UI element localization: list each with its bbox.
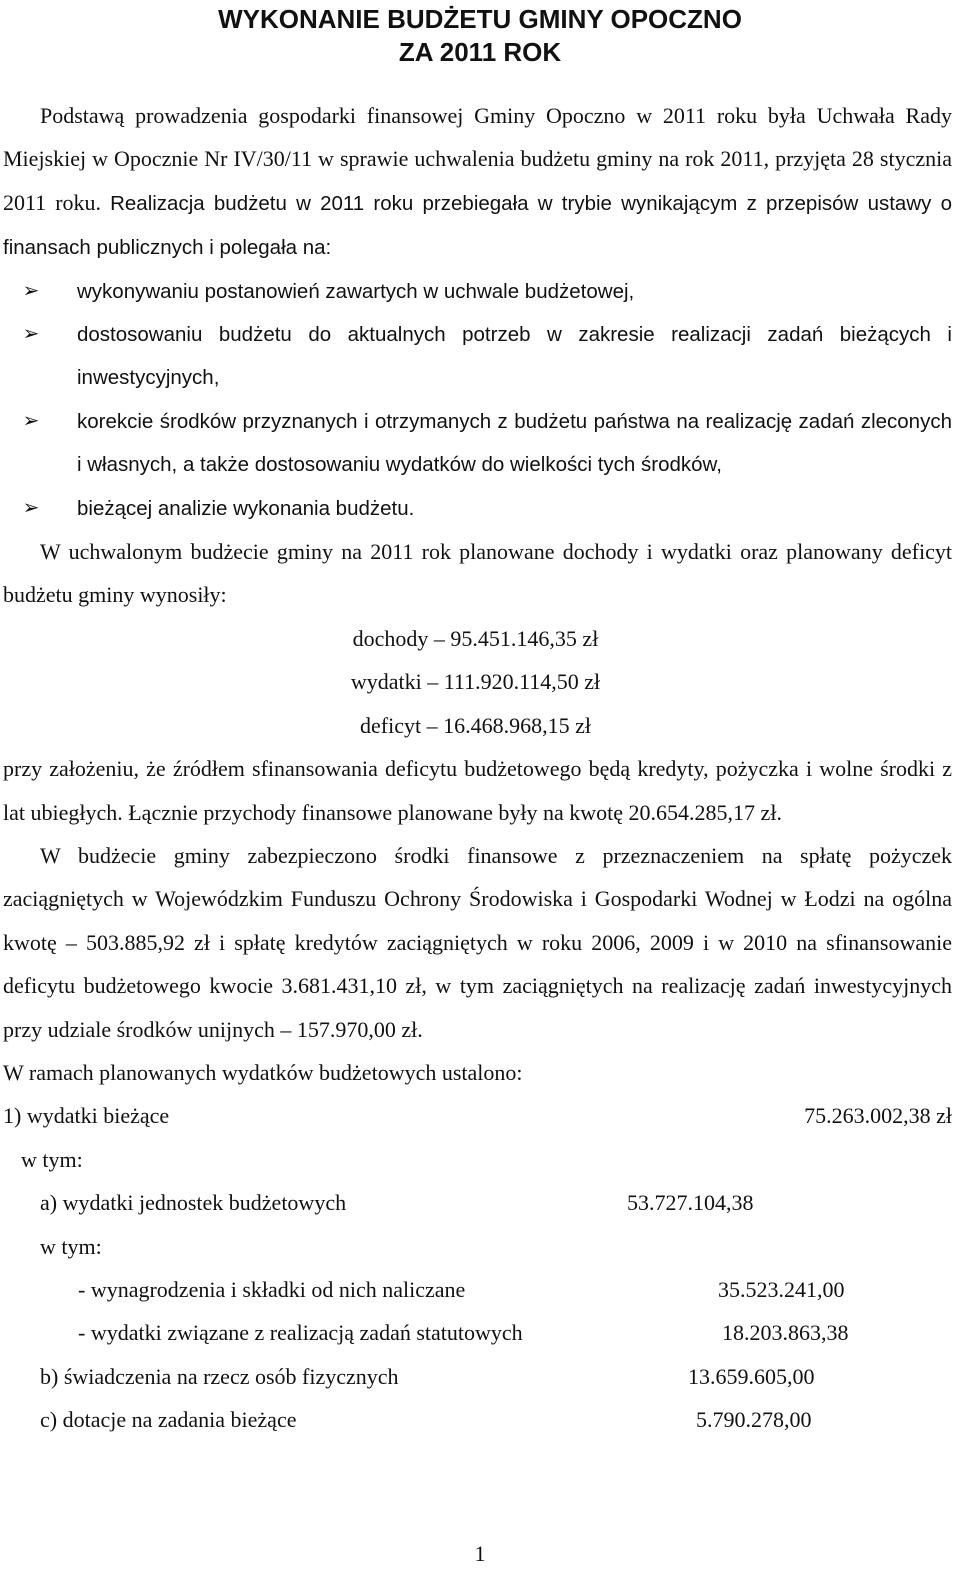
document-title — [0, 0, 960, 69]
list-item-text: korekcie środków przyznanych i otrzymanych z budżetu państwa na realizację zadań zleconych i własnych, a także dostosowaniu wydatków do wielkości tych środków, — [77, 409, 952, 477]
deficit-financing-paragraph: przy założeniu, że źródłem sfinansowania deficytu budżetowego będą kredyty, pożyczka i wolne środki z lat ubiegłych. Łącznie przychody finansowe planowane były na kwotę 20.654.285,17 zł. — [3, 756, 952, 825]
expense-row-a1 — [3, 1268, 952, 1311]
expense-label: - wynagrodzenia i składki od nich naliczane — [78, 1276, 466, 1302]
expense-label: - wydatki związane z realizacją zadań statutowych — [78, 1320, 523, 1346]
list-item-text: wykonywaniu postanowień zawartych w uchwale budżetowej, — [77, 279, 635, 303]
list-item — [22, 487, 952, 530]
arrow-bullet-icon: ➢ — [22, 279, 40, 302]
document-body — [3, 94, 952, 1441]
expense-value: 75.263.002,38 zł — [804, 1103, 952, 1129]
page-number: 1 — [474, 1541, 486, 1566]
intro-part-2: Realizacja budżetu w 2011 roku przebiegała w trybie wynikającym z przepisów ustawy o finansach publicznych i polegała na: — [3, 191, 953, 260]
title-line-2: ZA 2011 ROK — [398, 37, 562, 67]
tasks-list — [3, 270, 952, 530]
plan-expenses: wydatki – 111.920.114,50 zł — [350, 669, 601, 695]
list-item-text: dostosowaniu budżetu do aktualnych potrzeb w zakresie realizacji zadań bieżących i inwestycyjnych, — [77, 323, 952, 390]
expense-label: a) wydatki jednostek budżetowych — [40, 1190, 347, 1216]
list-item-text: bieżącej analizie wykonania budżetu. — [77, 496, 415, 520]
list-item — [22, 270, 952, 313]
wtym-row — [3, 1138, 952, 1181]
expense-value: 35.523.241,00 — [718, 1276, 845, 1302]
expense-row-a — [3, 1181, 952, 1224]
title-line-1: WYKONANIE BUDŻETU GMINY OPOCZNO — [218, 4, 742, 34]
wtym-row — [3, 1225, 952, 1268]
expense-value: 13.659.605,00 — [688, 1363, 815, 1389]
plan-intro-paragraph: W uchwalonym budżecie gminy na 2011 rok planowane dochody i wydatki oraz planowany deficyt budżetu gminy wynosiły: — [3, 539, 952, 608]
wtym-label: w tym: — [40, 1233, 102, 1259]
arrow-bullet-icon: ➢ — [22, 323, 40, 346]
plan-deficit: deficyt – 16.468.968,15 zł — [360, 712, 591, 738]
expense-label: c) dotacje na zadania bieżące — [40, 1407, 297, 1433]
expense-row-a2 — [3, 1311, 952, 1354]
list-item — [22, 400, 952, 487]
expenses-intro: W ramach planowanych wydatków budżetowych ustalono: — [3, 1059, 523, 1085]
expense-value: 53.727.104,38 — [627, 1190, 754, 1216]
expense-row-b — [3, 1355, 952, 1398]
arrow-bullet-icon: ➢ — [22, 496, 40, 519]
expense-row-c — [3, 1398, 952, 1441]
loans-paragraph: W budżecie gminy zabezpieczono środki finansowe z przeznaczeniem na spłatę pożyczek zaciągniętych w Wojewódzkim Funduszu Ochrony Środowiska i Gospodarki Wodnej w Łodzi na ogólna kwotę – 503.885,92 zł i spłatę kredytów zaciągniętych w roku 2006, 2009 i w 2010 na sfinansowanie deficytu budżetowego kwocie 3.681.431,10 zł, w tym zaciągniętych na realizację zadań inwestycyjnych przy udziale środków unijnych – 157.970,00 zł. — [3, 842, 952, 1042]
expense-row-current — [3, 1094, 952, 1137]
intro-paragraph — [3, 94, 952, 270]
expense-label: 1) wydatki bieżące — [3, 1103, 170, 1129]
plan-income: dochody – 95.451.146,35 zł — [352, 625, 599, 651]
expense-value: 18.203.863,38 — [722, 1320, 849, 1346]
arrow-bullet-icon: ➢ — [22, 409, 40, 432]
expense-label: b) świadczenia na rzecz osób fizycznych — [40, 1363, 399, 1389]
expense-value: 5.790.278,00 — [696, 1407, 812, 1433]
list-item — [22, 313, 952, 400]
intro-part-1: Podstawą prowadzenia gospodarki finansowej Gminy Opoczno w 2011 roku była Uchwała Rady Miejskiej w Opocznie Nr IV/30/11 w sprawie uchwalenia budżetu gminy na rok 2011, przyjęta 28 stycznia 2011 roku. — [3, 103, 952, 215]
wtym-label: w tym: — [21, 1146, 83, 1172]
